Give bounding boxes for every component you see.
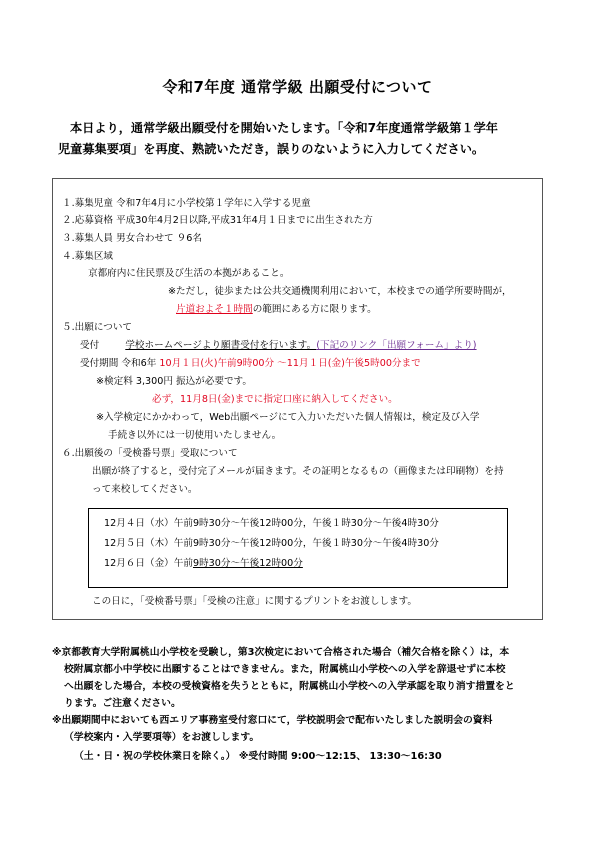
- commute-limit: 片道およそ１時間: [176, 304, 253, 315]
- fee-deadline: 必ず，11月8日(金)までに指定口座に納入してください。: [152, 394, 398, 405]
- item-receipt-text-2: って来校してください。: [92, 484, 198, 495]
- application-form-link[interactable]: (下記のリンク「出願フォーム」より): [316, 340, 477, 351]
- note-2-line-1: ※出願期間中においても西エリア事務室受付窓口にて，学校説明会で配布いたしました説明会の資料: [52, 715, 493, 726]
- note-2: [52, 712, 552, 746]
- schedule-day-3-date: 12月６日（金）午前: [104, 558, 193, 569]
- schedule-day-3: [104, 558, 303, 570]
- item-area-note-2: [176, 304, 377, 316]
- item-receipt-text: 出願が終了すると，受付完了メールが届きます。その証明となるもの（画像または印刷物）を持: [92, 466, 504, 477]
- note-3: （土・日・祝の学校休業日を除く。） ※受付時間 9:00～12:15、 13:30～16:30: [74, 751, 442, 762]
- note-1-line-2: 校附属京都小中学校に出願することはできません。また，附属桃山小学校への入学を辞退せずに本校: [64, 664, 506, 675]
- fee-row: ※検定料 3,300円 振込が必要です。: [96, 376, 252, 387]
- commute-limit-rest: の範囲にある方に限ります。: [252, 304, 377, 315]
- intro-paragraph: [58, 118, 548, 160]
- item-recruit-children: １.募集児童 令和7年4月に小学校第１学年に入学する児童: [62, 198, 311, 209]
- closing-text: この日に，「受検番号票」「受検の注意」に関するプリントをお渡しします。: [92, 596, 418, 607]
- schedule-day-1: 12月４日（水）午前9時30分～午後12時00分，午後１時30分～午後4時30分: [104, 518, 439, 529]
- reception-period-label: 受付期間 令和6年: [80, 358, 157, 369]
- privacy-note-2: 手続き以外には一切使用いたしません。: [108, 430, 282, 441]
- item-application-heading: ５.出願について: [62, 322, 133, 333]
- reception-text: 学校ホームページより願書受付を行います。: [125, 340, 317, 351]
- reception-period: 10月１日(火)午前9時00分 ～11月１日(金)午後5時00分まで: [159, 358, 421, 369]
- reception-row: [80, 340, 477, 352]
- intro-line-2: 児童募集要項」を再度、熟読いただき，誤りのないように入力してください。: [58, 142, 485, 156]
- reception-label: 受付: [80, 340, 100, 351]
- item-area-note: ※ただし，徒歩または公共交通機関利用において，本校までの通学所要時間が，: [168, 286, 512, 297]
- item-area-text: 京都府内に住民票及び生活の本拠があること。: [88, 268, 290, 279]
- schedule-day-2: 12月５日（木）午前9時30分～午後12時00分，午後１時30分～午後4時30分: [104, 538, 439, 549]
- item-eligibility: ２.応募資格 平成30年4月2日以降,平成31年4月１日までに出生された方: [62, 215, 373, 226]
- note-2-line-2: （学校案内・入学要項等）をお渡しします。: [64, 732, 260, 743]
- note-1-line-3: へ出願をした場合，本校の受検資格を失うとともに，附属桃山小学校への入学承認を取り消す措置をと: [64, 681, 515, 692]
- intro-line-1: 本日より，通常学級出願受付を開始いたします。「令和7年度通常学級第１学年: [70, 121, 498, 135]
- schedule-day-3-time: 9時30分～午後12時00分: [192, 558, 303, 569]
- note-1: [52, 644, 552, 712]
- item-receipt-heading: ６.出願後の「受検番号票」受取について: [62, 448, 238, 459]
- reception-period-row: [80, 358, 421, 370]
- item-area-heading: ４.募集区域: [62, 251, 114, 262]
- note-1-line-4: ります。ご注意ください。: [64, 698, 181, 709]
- page-title: 令和7年度 通常学級 出願受付について: [162, 78, 433, 96]
- item-capacity: ３.募集人員 男女合わせて ９6名: [62, 233, 202, 244]
- privacy-note: ※入学検定にかかわって，Web出願ページにて入力いただいた個人情報は，検定及び入学: [96, 412, 480, 423]
- note-1-line-1: ※京都教育大学附属桃山小学校を受験し，第3次検定において合格された場合（補欠合格を除く）は，本: [52, 647, 510, 658]
